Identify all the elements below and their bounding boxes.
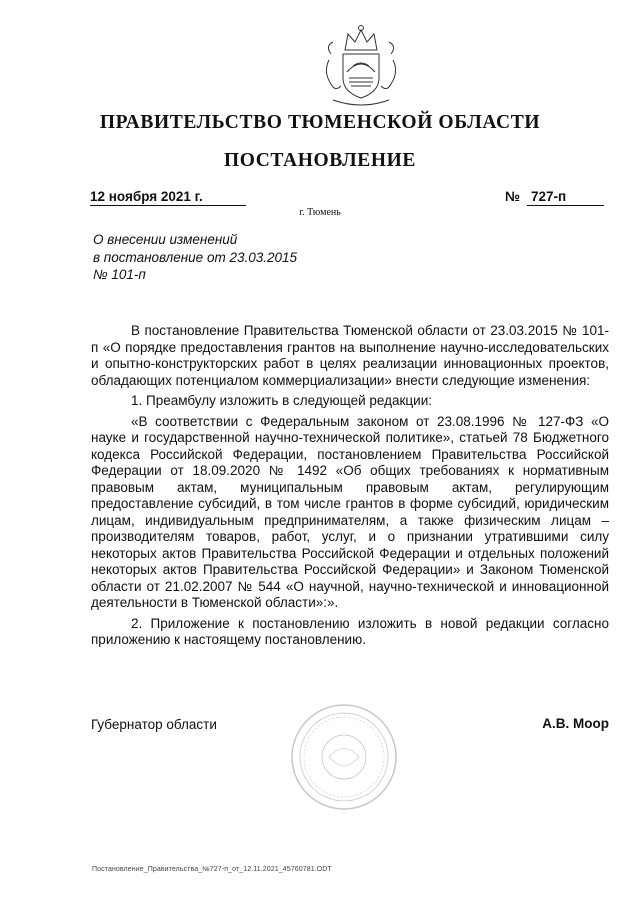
number-prefix: № [505,189,521,204]
signer-title: Губернатор области [91,717,217,732]
body-paragraph: В постановление Правительства Тюменской области от 23.03.2015 № 101-п «О порядке предоставления грантов на выполнение научно-исследовательских и опытно-конструкторских работ в целях реализации инновационных проектов, обладающих потенциалом коммерциализации» внести следующие изменения: [91,323,609,388]
footer-filename: Постановление_Правительства_№727-п_от_12.11.2021_45760781.ODT [92,866,332,873]
city-label: г. Тюмень [299,207,341,218]
document-subject [93,231,353,284]
document-type: ПОСТАНОВЛЕНИЕ [223,150,417,171]
document-body [91,323,609,653]
body-paragraph: 1. Преамбулу изложить в следующей редакции: [131,393,432,408]
document-date: 12 ноября 2021 г. [90,188,246,206]
subject-line: № 101-п [93,267,146,282]
signer-name: А.В. Моор [542,716,609,731]
coat-of-arms-icon [315,20,407,112]
document-number: 727-п [527,188,604,206]
government-title: ПРАВИТЕЛЬСТВО ТЮМЕНСКОЙ ОБЛАСТИ [99,112,541,133]
body-paragraph: «В соответствии с Федеральным законом от 23.08.1996 № 127-ФЗ «О науке и государственной научно-технической политике», статьей 78 Бюджетного кодекса Российской Федерации, постановлением Правительства Российской Федерации от 18.09.2020 № 1492 «Об общих требованиях к нормативным правовым актам, муниципальным правовым актам, регулирующим предоставление субсидий, в том числе грантов в форме субсидий, юридическим лицам, индивидуальным предпринимателям, а также физическим лицам – производителям товаров, работ, услуг, и о признании утратившими силу некоторых актов Правительства Российской Федерации и отдельных положений некоторых актов Правительства Российской Федерации» и Законом Тюменской области от 21.02.2007 № 544 «О научной, научно-технической и инновационной деятельности в Тюменской области»:». [91,413,609,610]
subject-line: О внесении изменений [93,232,238,247]
subject-line: в постановление от 23.03.2015 [93,249,298,265]
body-paragraph: 2. Приложение к постановлению изложить в новой редакции согласно приложению к настоящему постановлению. [91,615,609,647]
official-seal-icon [289,702,399,812]
